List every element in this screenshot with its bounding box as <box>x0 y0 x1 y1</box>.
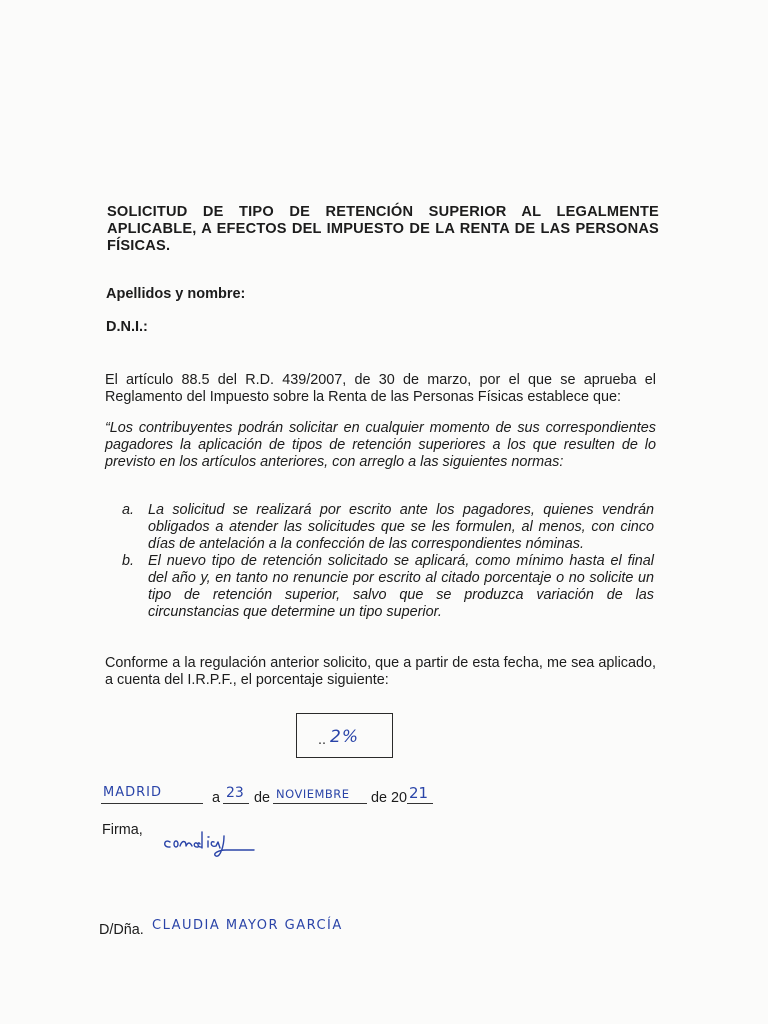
date-month: NOVIEMBRE <box>276 787 350 801</box>
date-a-label: a <box>212 790 221 806</box>
percentage-dots: .. <box>318 732 326 748</box>
date-year-suffix: 21 <box>409 784 429 802</box>
apellidos-label: Apellidos y nombre: <box>106 286 246 302</box>
list-item-text: El nuevo tipo de retención solicitado se aplicará, como mínimo hasta el final del año y, en tanto no renuncie por escrito al citado porcentaje o no solicite un tipo de retención superior, salvo que se produzca variación de las circunstancias que determine un tipo superior. <box>148 553 654 620</box>
intro-paragraph: El artículo 88.5 del R.D. 439/2007, de 30 de marzo, por el que se aprueba el Reglamento del Impuesto sobre la Renta de las Personas Físicas establece que: <box>105 372 656 405</box>
list-marker: a. <box>122 502 135 518</box>
list-item-text: La solicitud se realizará por escrito ante los pagadores, quienes vendrán obligados a atender las solicitudes que se les formulen, al menos, con cinco días de antelación a la confección de las correspondientes nóminas. <box>148 502 654 552</box>
date-de-label: de <box>254 790 271 806</box>
document-title: SOLICITUD DE TIPO DE RETENCIÓN SUPERIOR AL LEGALMENTE APLICABLE, A EFECTOS DEL IMPUESTO DE LA RENTA DE LAS PERSONAS FÍSICAS. <box>107 204 659 254</box>
day-underline <box>223 803 249 804</box>
list-marker: b. <box>122 553 135 569</box>
firma-label: Firma, <box>102 822 143 838</box>
city-underline <box>101 803 203 804</box>
handwritten-signature <box>158 820 270 860</box>
full-name: CLAUDIA MAYOR GARCÍA <box>152 918 343 933</box>
date-year-label: de 20 <box>371 790 408 806</box>
list-item <box>122 553 654 621</box>
date-city: MADRID <box>103 785 162 800</box>
name-label: D/Dña. <box>99 922 144 938</box>
date-day: 23 <box>226 785 244 801</box>
quoted-paragraph: “Los contribuyentes podrán solicitar en cualquier momento de sus correspondientes pagadores la aplicación de tipos de retención superiores a los que resulten de lo previsto en los artículos anteriores, con arreglo a las siguientes normas: <box>105 420 656 470</box>
norms-list <box>122 502 654 621</box>
percentage-value: 2% <box>330 727 359 747</box>
month-underline <box>273 803 367 804</box>
year-underline <box>407 803 433 804</box>
request-paragraph: Conforme a la regulación anterior solicito, que a partir de esta fecha, me sea aplicado, a cuenta del I.R.P.F., el porcentaje siguiente: <box>105 655 656 688</box>
dni-label: D.N.I.: <box>106 319 148 335</box>
list-item <box>122 502 654 553</box>
